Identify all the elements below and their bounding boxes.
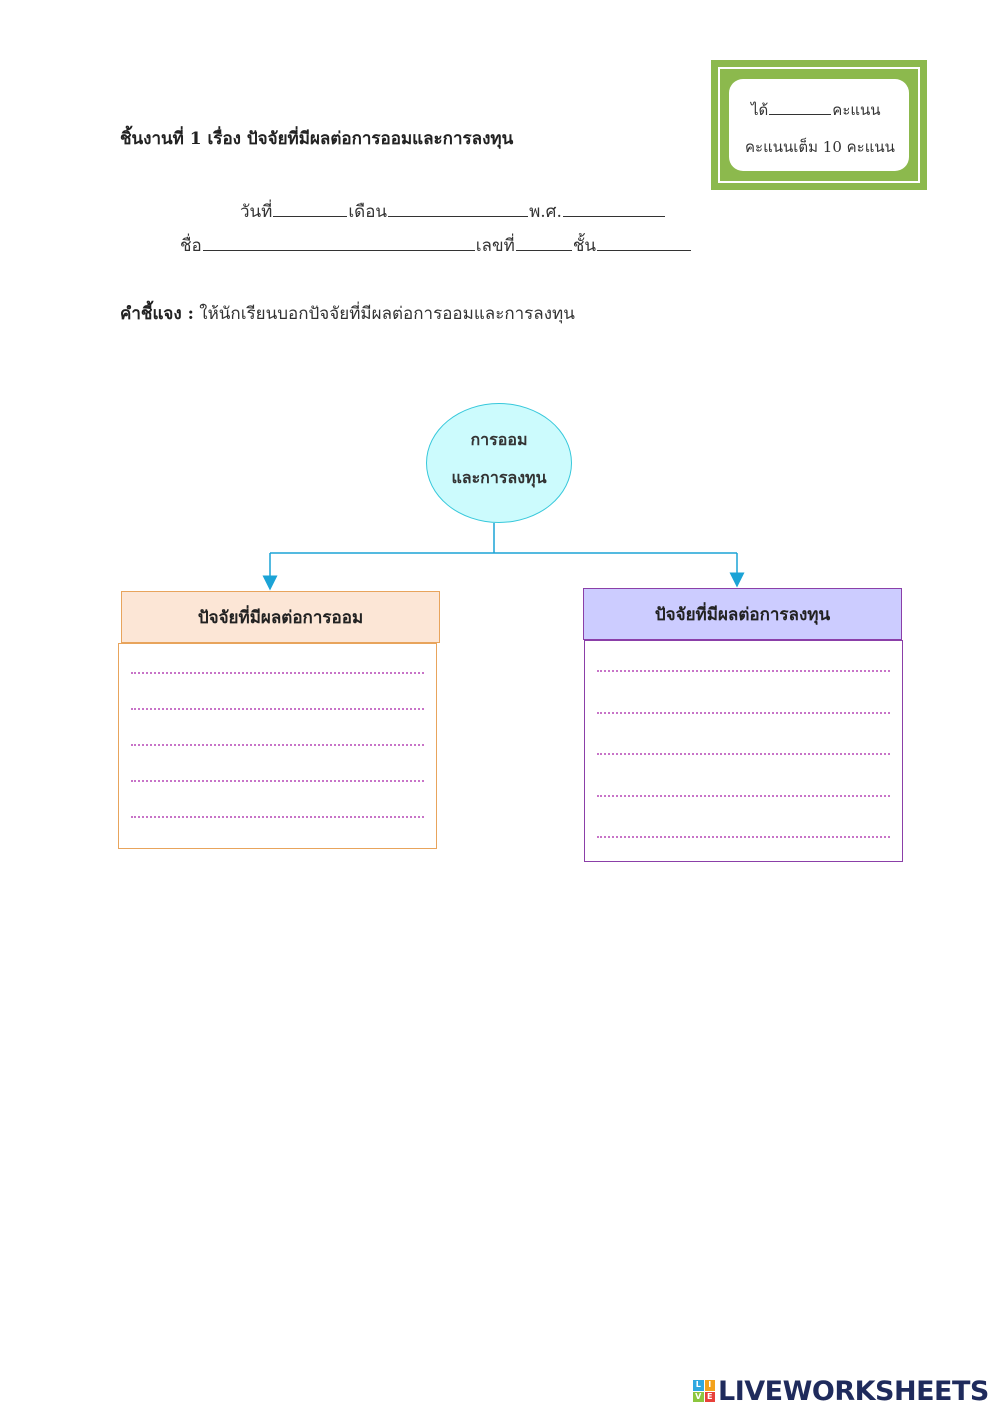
year-label: พ.ศ.: [529, 202, 562, 222]
center-topic-line1: การออม: [470, 430, 528, 449]
date-label: วันที่: [240, 202, 273, 222]
answer-line[interactable]: [597, 795, 890, 797]
class-label: ชั้น: [572, 236, 596, 256]
center-topic-circle: [426, 403, 572, 523]
instruction-label: คำชี้แจง :: [120, 304, 194, 324]
number-label: เลขที่: [475, 236, 515, 256]
answer-line[interactable]: [597, 712, 890, 714]
answer-line[interactable]: [131, 672, 424, 674]
liveworksheets-logo-text: LIVEWORKSHEETS: [718, 1375, 989, 1407]
answer-line[interactable]: [131, 816, 424, 818]
saving-factors-answer-box[interactable]: [118, 643, 437, 849]
score-got-suffix: คะแนน: [832, 101, 881, 119]
answer-line[interactable]: [597, 836, 890, 838]
worksheet-title: ชิ้นงานที่ 1 เรื่อง ปัจจัยที่มีผลต่อการออมและการลงทุน: [120, 129, 514, 149]
liveworksheets-logo-icon: L I V E: [693, 1380, 715, 1402]
score-got-prefix: ได้: [751, 101, 769, 119]
liveworksheets-logo: [693, 1376, 989, 1406]
month-label: เดือน: [348, 202, 388, 222]
answer-line[interactable]: [131, 744, 424, 746]
instruction-text: ให้นักเรียนบอกปัจจัยที่มีผลต่อการออมและการลงทุน: [193, 304, 575, 324]
saving-factors-header: [121, 591, 440, 643]
investment-factors-title: ปัจจัยที่มีผลต่อการลงทุน: [654, 604, 831, 625]
center-topic-line2: และการลงทุน: [451, 468, 547, 487]
answer-line[interactable]: [131, 708, 424, 710]
saving-factors-title: ปัจจัยที่มีผลต่อการออม: [197, 607, 364, 628]
full-score-text: คะแนนเต็ม 10 คะแนน: [745, 138, 895, 156]
answer-line[interactable]: [131, 780, 424, 782]
investment-factors-header: [583, 588, 902, 640]
answer-line[interactable]: [597, 670, 890, 672]
investment-factors-answer-box[interactable]: [584, 640, 903, 862]
answer-line[interactable]: [597, 753, 890, 755]
name-label: ชื่อ: [180, 236, 202, 256]
